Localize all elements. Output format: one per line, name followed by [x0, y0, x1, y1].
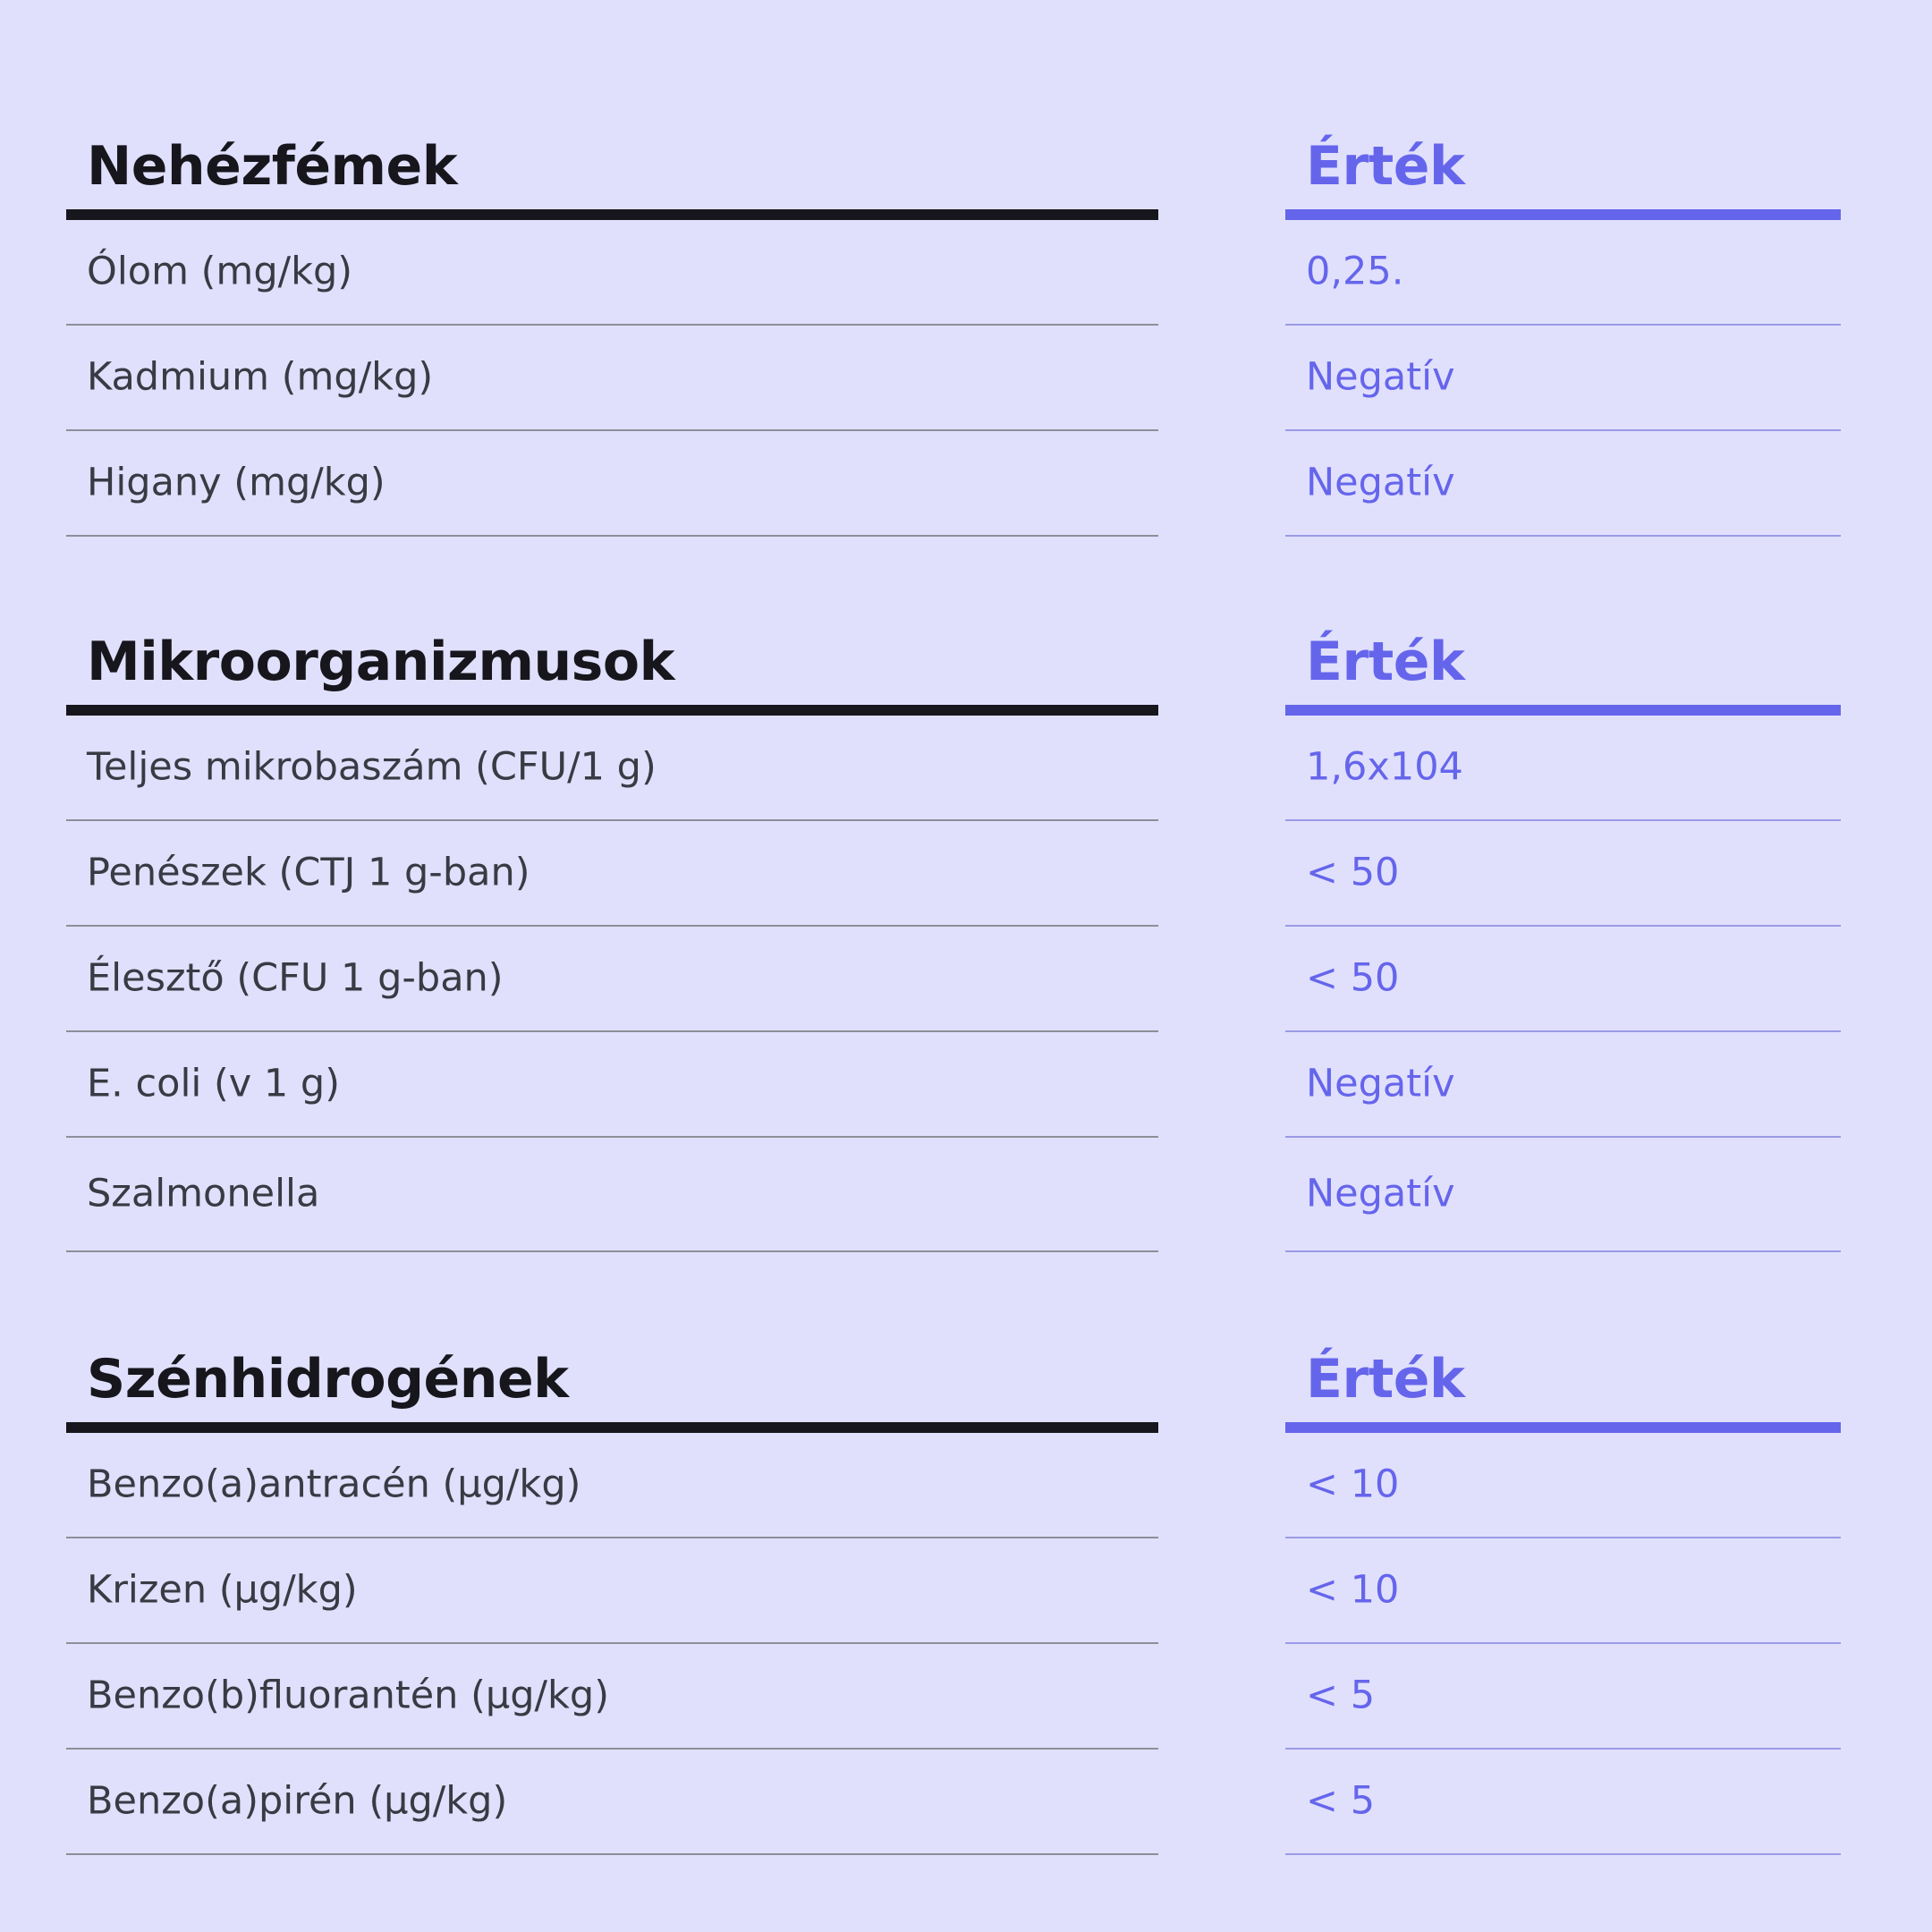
table-row — [66, 326, 1158, 431]
table-row — [1285, 927, 1841, 1032]
section-header — [66, 125, 1158, 220]
table-row — [66, 821, 1158, 927]
row-value: < 10 — [1306, 1567, 1400, 1613]
value-header-rule — [1285, 705, 1841, 716]
row-value: 1,6x104 — [1306, 744, 1463, 790]
row-label: Kadmium (mg/kg) — [87, 354, 434, 400]
heavy-metals-value-column — [1285, 125, 1841, 537]
section-header — [66, 621, 1158, 716]
row-value: < 5 — [1306, 1778, 1376, 1824]
table-row — [66, 1032, 1158, 1138]
table-row — [66, 220, 1158, 326]
row-value: Negatív — [1306, 1061, 1455, 1106]
table-row — [66, 1433, 1158, 1538]
value-header — [1285, 621, 1841, 716]
microorganisms-value-column — [1285, 621, 1841, 1252]
table-row — [1285, 1750, 1841, 1855]
row-value: < 50 — [1306, 850, 1400, 895]
table-row — [1285, 431, 1841, 537]
table-row — [1285, 821, 1841, 927]
table-row — [66, 716, 1158, 821]
row-label: Ólom (mg/kg) — [87, 249, 353, 294]
table-row — [1285, 1538, 1841, 1644]
value-header-title: Érték — [1306, 631, 1465, 693]
row-value: < 50 — [1306, 955, 1400, 1001]
value-header — [1285, 1338, 1841, 1433]
row-value: Negatív — [1306, 354, 1455, 400]
header-rule — [66, 209, 1158, 220]
table-row — [66, 1750, 1158, 1855]
value-header-title: Érték — [1306, 135, 1465, 198]
heavy-metals-label-column — [66, 125, 1158, 537]
row-label: Krizen (μg/kg) — [87, 1567, 358, 1613]
row-label: Higany (mg/kg) — [87, 460, 386, 505]
row-value: Negatív — [1306, 460, 1455, 505]
row-label: Benzo(b)fluorantén (μg/kg) — [87, 1673, 609, 1718]
table-row — [66, 1538, 1158, 1644]
value-header-title: Érték — [1306, 1348, 1465, 1411]
value-header-rule — [1285, 1422, 1841, 1433]
row-value: 0,25. — [1306, 249, 1404, 294]
row-value: Negatív — [1306, 1171, 1455, 1216]
row-label: Teljes mikrobaszám (CFU/1 g) — [87, 744, 657, 790]
table-row — [1285, 326, 1841, 431]
table-row — [66, 1644, 1158, 1750]
table-row — [1285, 1433, 1841, 1538]
value-header — [1285, 125, 1841, 220]
row-value: < 10 — [1306, 1462, 1400, 1507]
table-row — [1285, 716, 1841, 821]
table-row — [1285, 1032, 1841, 1138]
microorganisms-label-column — [66, 621, 1158, 1252]
row-label: Szalmonella — [87, 1171, 320, 1216]
hydrocarbons-label-column — [66, 1338, 1158, 1855]
row-label: Élesztő (CFU 1 g-ban) — [87, 955, 504, 1001]
row-value: < 5 — [1306, 1673, 1376, 1718]
value-header-rule — [1285, 209, 1841, 220]
row-label: E. coli (v 1 g) — [87, 1061, 341, 1106]
row-label: Benzo(a)antracén (μg/kg) — [87, 1462, 581, 1507]
table-row — [1285, 1138, 1841, 1252]
row-label: Benzo(a)pirén (μg/kg) — [87, 1778, 508, 1824]
section-header — [66, 1338, 1158, 1433]
header-rule — [66, 705, 1158, 716]
section-title: Nehézfémek — [87, 135, 458, 198]
section-title: Szénhidrogének — [87, 1348, 569, 1411]
section-title: Mikroorganizmusok — [87, 631, 675, 693]
table-row — [66, 927, 1158, 1032]
table-row — [1285, 220, 1841, 326]
row-label: Penészek (CTJ 1 g-ban) — [87, 850, 530, 895]
hydrocarbons-value-column — [1285, 1338, 1841, 1855]
table-row — [66, 1138, 1158, 1252]
header-rule — [66, 1422, 1158, 1433]
table-row — [66, 431, 1158, 537]
table-row — [1285, 1644, 1841, 1750]
